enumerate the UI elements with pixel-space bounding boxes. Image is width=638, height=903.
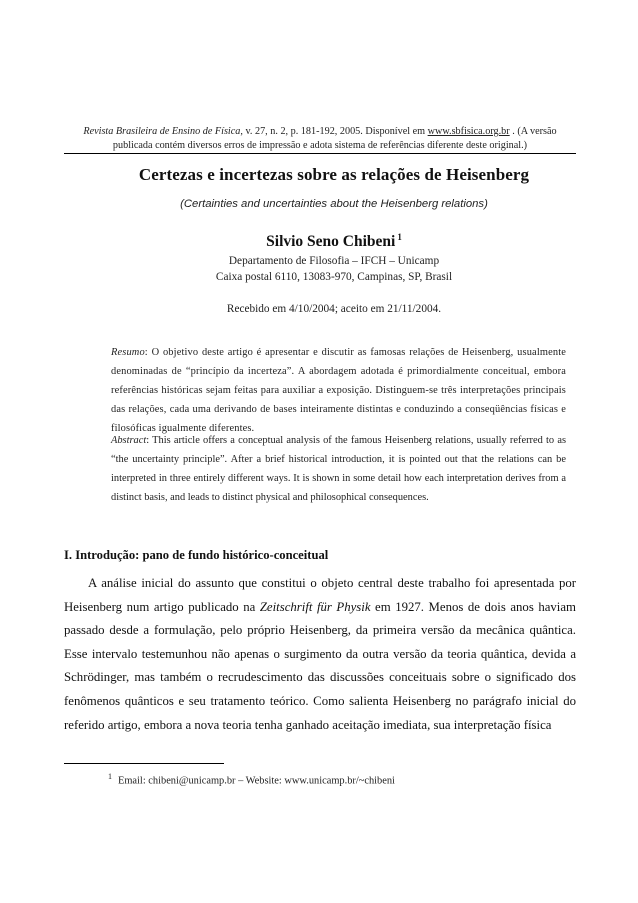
resumo-text: : O objetivo deste artigo é apresentar e discutir as famosas relações de Heisenberg, usualmente denominadas de “princípio da incerteza”. A abordagem adotada é primordialmente conceitual, embora referências históricas sejam feitas para auxiliar a exposição. Distinguem-se três interpretações principais das relações, cada uma derivando de bases inteiramente distintas e conduzindo a conseqüências físicas e filosóficas igualmente diferentes. <box>111 347 566 434</box>
body-text-before: A análise inicial do assunto que constitui o objeto central deste trabalho foi apresentada por Heisenberg num artigo publicado na <box>64 576 576 614</box>
footnote-text: Email: chibeni@unicamp.br – Website: www.unicamp.br/~chibeni <box>118 775 395 787</box>
received-dates: Recebido em 4/10/2004; aceito em 21/11/2004. <box>226 303 442 315</box>
author-footnote-mark: 1 <box>397 232 402 242</box>
affiliation-line-1: Departamento de Filosofia – IFCH – Unicamp <box>228 255 440 267</box>
abstract-label: Abstract <box>111 435 147 446</box>
footnote <box>108 772 395 786</box>
citation-note: . (A versão publicada contém diversos erros de impressão e adota sistema de referências diferente deste original.) <box>112 126 557 151</box>
journal-name: Revista Brasileira de Ensino de Física <box>83 126 241 137</box>
affiliation <box>64 254 604 285</box>
paper-title: Certezas e incertezas sobre as relações de Heisenberg <box>138 165 530 184</box>
citation-details: , v. 27, n. 2, p. 181-192, 2005. Disponível em <box>240 126 428 137</box>
resumo-label: Resumo <box>111 347 145 358</box>
footnote-rule <box>64 763 224 764</box>
journal-citation <box>64 125 576 153</box>
header-rule <box>64 153 576 154</box>
affiliation-line-2: Caixa postal 6110, 13083-970, Campinas, SP, Brasil <box>215 270 453 283</box>
body-text-after: em 1927. Menos de dois anos haviam passado desde a formulação, pelo próprio Heisenberg, da primeira versão da mecânica quântica. Esse intervalo testemunhou não apenas o surgimento da outra versão da teoria quântica, devida a Schrödinger, mas também o recrudescimento das discussões conceituais sobre o significado dos fenômenos quânticos e seu tratamento teórico. Como salienta Heisenberg no parágrafo inicial do referido artigo, embora a nova teoria tenha ganhado aceitação imediata, sua interpretação física <box>64 599 576 732</box>
resumo-block <box>111 343 566 438</box>
body-paragraph <box>64 572 576 737</box>
journal-url-link[interactable]: www.sbfisica.org.br <box>427 126 510 137</box>
author-name: Silvio Seno Chibeni <box>266 233 396 251</box>
author-line <box>64 232 604 251</box>
section-heading: I. Introdução: pano de fundo histórico-conceitual <box>64 548 329 562</box>
abstract-block <box>111 431 566 507</box>
paper-subtitle: (Certainties and uncertainties about the Heisenberg relations) <box>180 198 488 210</box>
abstract-text: : This article offers a conceptual analysis of the famous Heisenberg relations, usually referred to as “the uncertainty principle”. After a brief historical introduction, it is pointed out that the relations can be interpreted in three entirely different ways. It is shown in some detail how each interpretation derives from a distinct basis, and leads to distinct physical and philosophical consequences. <box>111 435 566 503</box>
footnote-mark: 1 <box>108 772 112 781</box>
journal-title-italic: Zeitschrift für Physik <box>259 599 371 614</box>
